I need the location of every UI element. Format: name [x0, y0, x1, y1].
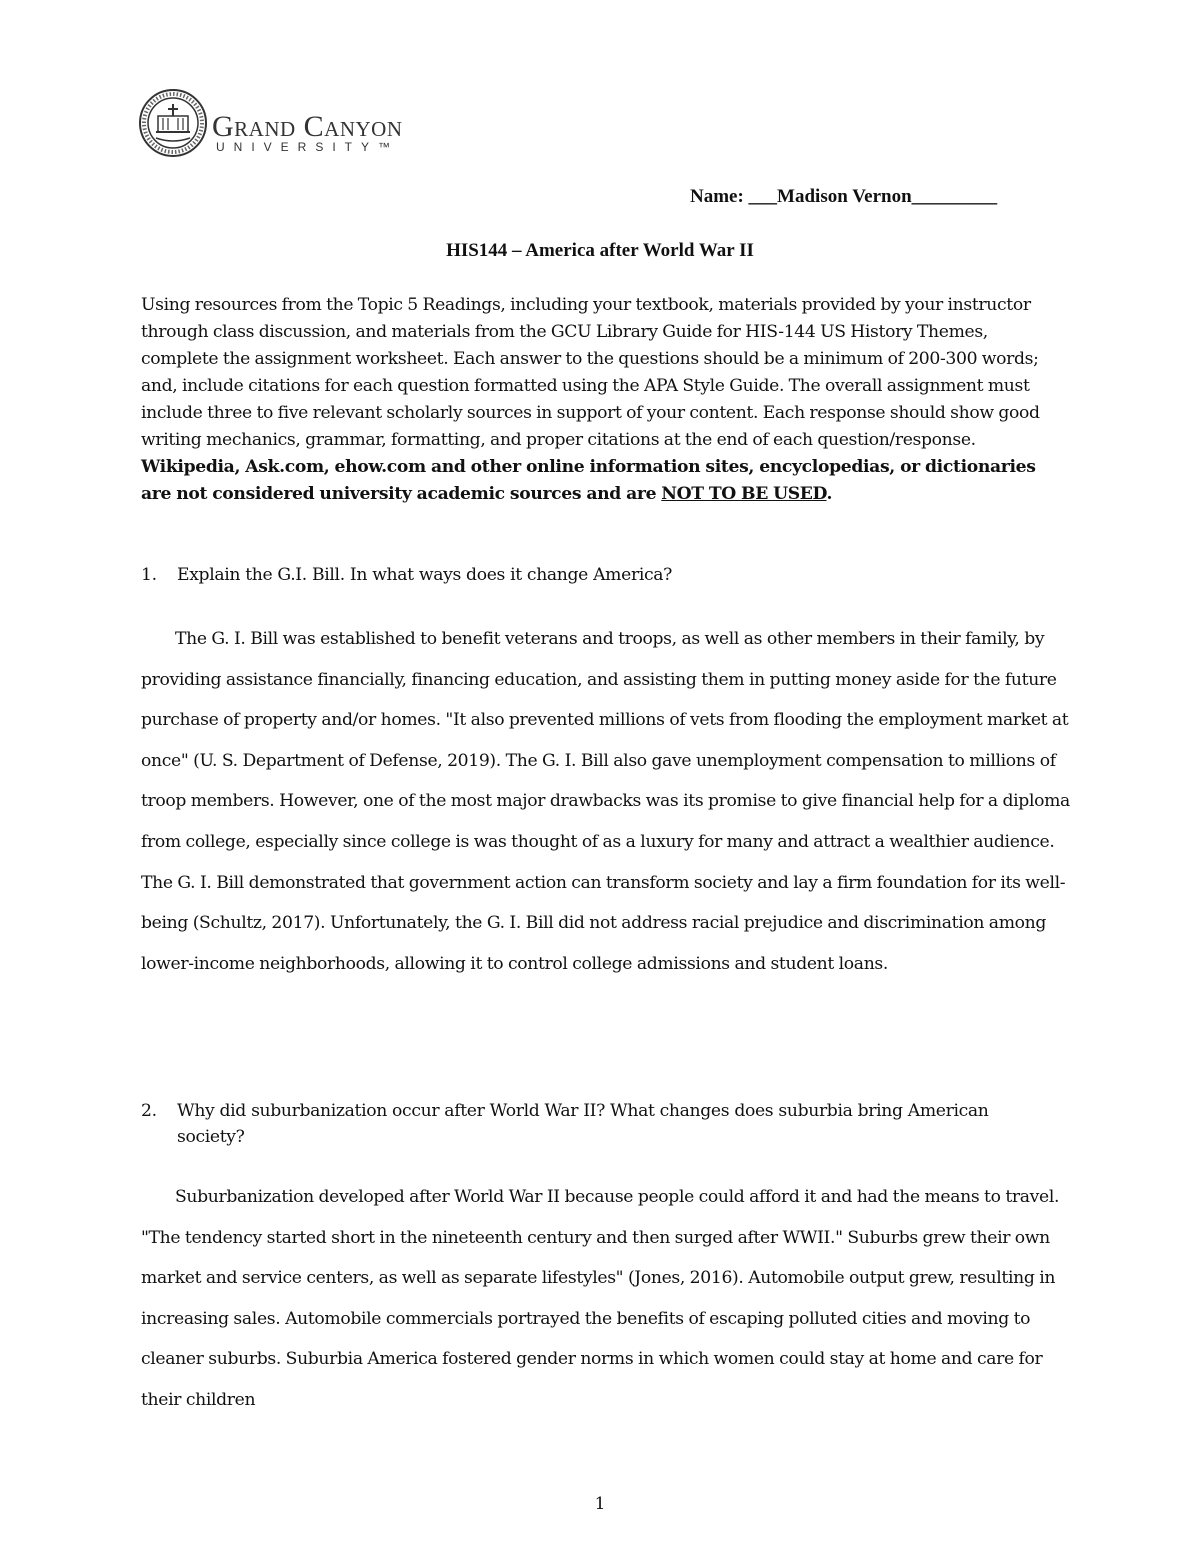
question-1 [141, 562, 1041, 588]
instructions-warning: Wikipedia, Ask.com, ehow.com and other online information sites, encyclopedias, or dictionaries are not considered university academic sources and are [141, 457, 1036, 504]
instructions-text: Using resources from the Topic 5 Readings, including your textbook, materials provided by your instructor through class discussion, and materials from the GCU Library Guide for HIS-144 US History Themes, complete the assignment worksheet. Each answer to the questions should be a minimum of 200-300 words; and, include citations for each question formatted using the APA Style Guide. The overall assignment must include three to five relevant scholarly sources in support of your content. Each response should show good writing mechanics, grammar, formatting, and proper citations at the end of each question/response. [141, 295, 1040, 450]
logo-subtitle: UNIVERSITY™ [216, 140, 400, 154]
instructions-end: . [826, 484, 833, 504]
answer-1: The G. I. Bill was established to benefit veterans and troops, as well as other members in their family, by providing assistance financially, financing education, and assisting them in putting money aside for the future purchase of property and/or homes. "It also prevented millions of vets from flooding the employment market at once" (U. S. Department of Defense, 2019). The G. I. Bill also gave unemployment compensation to millions of troop members. However, one of the most major drawbacks was its promise to give financial help for a diploma from college, especially since college is was thought of as a luxury for many and attract a wealthier audience. The G. I. Bill demonstrated that government action can transform society and lay a firm foundation for its well-being (Schultz, 2017). Unfortunately, the G. I. Bill did not address racial prejudice and discrimination among lower-income neighborhoods, allowing it to control college admissions and student loans. [141, 629, 1070, 974]
instructions-emphasis: NOT TO BE USED [661, 484, 827, 504]
question-2 [141, 1098, 1041, 1150]
question-text: Why did suburbanization occur after World War II? What changes does suburbia bring American society? [177, 1101, 989, 1147]
question-text: Explain the G.I. Bill. In what ways does it change America? [177, 565, 673, 585]
student-name: Name: ___Madison Vernon_________ [690, 186, 998, 207]
page-number: 1 [594, 1494, 606, 1514]
document-title: HIS144 – America after World War II [446, 240, 754, 261]
seal-icon [138, 88, 208, 158]
question-number: 2. [141, 1101, 157, 1121]
answer-2: Suburbanization developed after World War II because people could afford it and had the means to travel. "The tendency started short in the nineteenth century and then surged after WWII." Suburbs grew their own market and service centers, as well as separate lifestyles" (Jones, 2016). Automobile output grew, resulting in increasing sales. Automobile commercials portrayed the benefits of escaping polluted cities and moving to cleaner suburbs. Suburbia America fostered gender norms in which women could stay at home and care for their children [141, 1187, 1060, 1410]
question-number: 1. [141, 565, 157, 585]
logo-wordmark: Grand Canyon [212, 110, 403, 143]
university-logo [138, 88, 458, 160]
assignment-instructions [141, 292, 1066, 508]
